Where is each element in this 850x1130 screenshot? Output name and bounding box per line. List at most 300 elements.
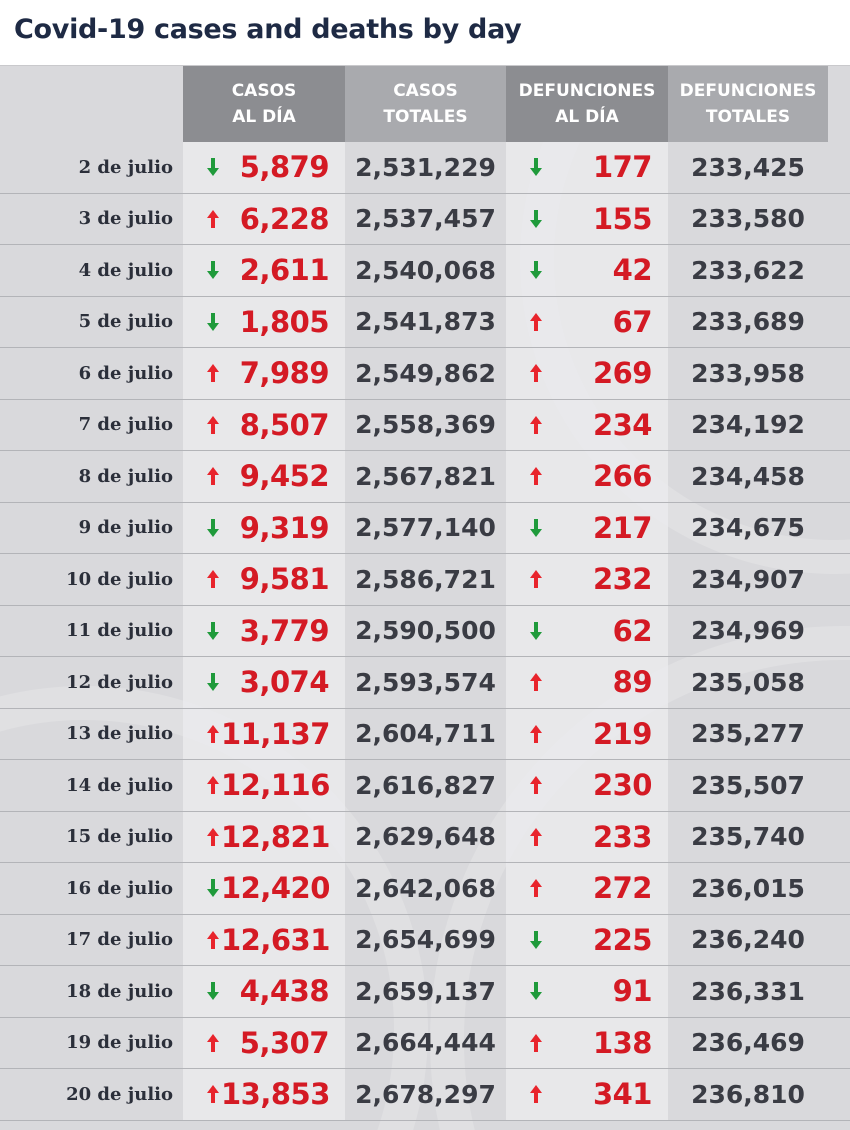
header-blank (828, 66, 850, 142)
casos-totales-cell (345, 245, 506, 297)
casos-totales-cell (345, 605, 506, 657)
date-cell: 20 de julio (0, 1069, 183, 1121)
arrow-down-icon (205, 980, 221, 1002)
defunciones-totales-cell (668, 605, 828, 657)
casos-al-dia-cell-content (183, 717, 345, 751)
casos-al-dia-value: 1,805 (239, 304, 329, 339)
casos-al-dia-value: 8,507 (239, 407, 329, 442)
defunciones-totales-value: 236,240 (691, 925, 805, 955)
arrow-up-icon (528, 774, 544, 796)
casos-al-dia-value: 4,438 (239, 974, 329, 1009)
defunciones-totales-cell (668, 502, 828, 554)
defunciones-al-dia-value: 234 (592, 407, 652, 442)
row-end-spacer (828, 914, 850, 966)
defunciones-al-dia-cell (506, 760, 668, 812)
date-cell: 7 de julio (0, 399, 183, 451)
table-row (0, 811, 850, 863)
defunciones-totales-cell (668, 193, 828, 245)
defunciones-totales-cell (668, 1017, 828, 1069)
arrow-up-icon (528, 671, 544, 693)
casos-al-dia-value: 2,611 (239, 253, 329, 288)
defunciones-al-dia-value: 62 (612, 613, 652, 648)
header-casos-totales (345, 66, 506, 142)
casos-totales-value: 2,549,862 (355, 358, 496, 388)
date-cell: 17 de julio (0, 914, 183, 966)
header-defunciones-totales (668, 66, 828, 142)
row-end-spacer (828, 399, 850, 451)
casos-totales-cell (345, 1069, 506, 1121)
casos-totales-value: 2,541,873 (355, 307, 496, 337)
casos-al-dia-cell-content (183, 768, 345, 802)
defunciones-totales-value: 234,675 (691, 513, 805, 543)
casos-totales-value: 2,659,137 (355, 976, 496, 1006)
defunciones-al-dia-cell (506, 245, 668, 297)
arrow-up-icon (205, 1032, 221, 1054)
date-cell: 4 de julio (0, 245, 183, 297)
table-panel (0, 66, 850, 1130)
arrow-down-icon (205, 156, 221, 178)
defunciones-totales-cell (668, 399, 828, 451)
defunciones-al-dia-cell (506, 1017, 668, 1069)
row-end-spacer (828, 811, 850, 863)
casos-al-dia-cell-content (183, 562, 345, 596)
defunciones-al-dia-value: 341 (592, 1077, 652, 1112)
casos-al-dia-cell-content (183, 974, 345, 1008)
defunciones-al-dia-cell-content (506, 717, 668, 751)
defunciones-totales-value: 233,622 (691, 255, 805, 285)
arrow-down-icon (528, 620, 544, 642)
arrow-down-icon (205, 671, 221, 693)
casos-al-dia-cell-content (183, 871, 345, 905)
casos-totales-value: 2,616,827 (355, 770, 496, 800)
date-cell: 14 de julio (0, 760, 183, 812)
defunciones-al-dia-value: 138 (592, 1025, 652, 1060)
arrow-down-icon (205, 517, 221, 539)
defunciones-al-dia-cell-content (506, 665, 668, 699)
arrow-up-icon (528, 877, 544, 899)
defunciones-al-dia-cell-content (506, 459, 668, 493)
defunciones-al-dia-cell (506, 399, 668, 451)
casos-al-dia-value: 5,879 (239, 150, 329, 185)
casos-totales-value: 2,531,229 (355, 152, 496, 182)
defunciones-totales-value: 233,580 (691, 204, 805, 234)
arrow-down-icon (205, 877, 221, 899)
row-end-spacer (828, 708, 850, 760)
defunciones-al-dia-cell-content (506, 408, 668, 442)
header-line: TOTALES (383, 107, 468, 127)
defunciones-al-dia-value: 266 (592, 459, 652, 494)
casos-al-dia-cell (183, 1017, 345, 1069)
casos-totales-value: 2,642,068 (355, 873, 496, 903)
casos-al-dia-cell (183, 863, 345, 915)
row-end-spacer (828, 451, 850, 503)
defunciones-al-dia-cell-content (506, 1077, 668, 1111)
casos-totales-value: 2,629,648 (355, 822, 496, 852)
casos-al-dia-value: 6,228 (239, 201, 329, 236)
arrow-down-icon (205, 620, 221, 642)
defunciones-totales-value: 234,458 (691, 461, 805, 491)
row-end-spacer (828, 502, 850, 554)
casos-al-dia-value: 11,137 (221, 716, 330, 751)
casos-al-dia-value: 3,779 (239, 613, 329, 648)
row-end-spacer (828, 657, 850, 709)
defunciones-al-dia-cell-content (506, 1026, 668, 1060)
defunciones-totales-cell (668, 554, 828, 606)
arrow-down-icon (528, 208, 544, 230)
casos-al-dia-cell-content (183, 202, 345, 236)
arrow-up-icon (528, 1032, 544, 1054)
casos-al-dia-cell-content (183, 408, 345, 442)
casos-al-dia-cell (183, 502, 345, 554)
defunciones-al-dia-cell (506, 863, 668, 915)
defunciones-al-dia-value: 230 (592, 768, 652, 803)
arrow-down-icon (528, 517, 544, 539)
defunciones-totales-cell (668, 1069, 828, 1121)
defunciones-al-dia-cell-content (506, 511, 668, 545)
casos-totales-cell (345, 708, 506, 760)
row-end-spacer (828, 193, 850, 245)
casos-al-dia-cell-content (183, 511, 345, 545)
date-cell: 2 de julio (0, 142, 183, 193)
arrow-up-icon (205, 465, 221, 487)
arrow-up-icon (205, 929, 221, 951)
defunciones-totales-cell (668, 142, 828, 193)
casos-totales-value: 2,678,297 (355, 1079, 496, 1109)
arrow-up-icon (205, 1083, 221, 1105)
table-row (0, 142, 850, 193)
casos-totales-value: 2,540,068 (355, 255, 496, 285)
casos-al-dia-value: 3,074 (239, 665, 329, 700)
casos-al-dia-cell-content (183, 665, 345, 699)
casos-al-dia-cell-content (183, 356, 345, 390)
arrow-down-icon (528, 980, 544, 1002)
header-line: TOTALES (705, 107, 791, 127)
row-end-spacer (828, 966, 850, 1018)
arrow-up-icon (528, 826, 544, 848)
defunciones-totales-value: 236,810 (691, 1079, 805, 1109)
casos-totales-value: 2,593,574 (355, 667, 496, 697)
defunciones-al-dia-value: 219 (592, 716, 652, 751)
header-row (0, 66, 850, 142)
casos-totales-cell (345, 296, 506, 348)
casos-al-dia-value: 13,853 (221, 1077, 330, 1112)
defunciones-al-dia-cell (506, 502, 668, 554)
date-cell: 19 de julio (0, 1017, 183, 1069)
defunciones-totales-value: 235,277 (691, 719, 805, 749)
arrow-up-icon (528, 465, 544, 487)
table-row (0, 348, 850, 400)
defunciones-al-dia-cell-content (506, 614, 668, 648)
casos-al-dia-value: 9,452 (239, 459, 329, 494)
casos-al-dia-value: 12,821 (221, 819, 330, 854)
date-cell: 6 de julio (0, 348, 183, 400)
arrow-down-icon (528, 929, 544, 951)
casos-al-dia-cell-content (183, 820, 345, 854)
date-cell: 5 de julio (0, 296, 183, 348)
arrow-up-icon (528, 311, 544, 333)
table-row (0, 760, 850, 812)
casos-totales-cell (345, 863, 506, 915)
date-cell: 9 de julio (0, 502, 183, 554)
defunciones-al-dia-cell (506, 554, 668, 606)
casos-totales-cell (345, 399, 506, 451)
casos-al-dia-cell (183, 399, 345, 451)
table-row (0, 657, 850, 709)
casos-totales-cell (345, 811, 506, 863)
defunciones-totales-cell (668, 245, 828, 297)
casos-al-dia-cell (183, 914, 345, 966)
casos-totales-cell (345, 966, 506, 1018)
header-line: DEFUNCIONES (679, 81, 817, 101)
table-row (0, 863, 850, 915)
date-cell: 12 de julio (0, 657, 183, 709)
chart-title: Covid-19 cases and deaths by day (14, 14, 522, 45)
defunciones-totales-cell (668, 914, 828, 966)
arrow-down-icon (205, 311, 221, 333)
defunciones-totales-cell (668, 451, 828, 503)
arrow-up-icon (528, 1083, 544, 1105)
defunciones-totales-value: 235,058 (691, 667, 805, 697)
arrow-up-icon (205, 414, 221, 436)
defunciones-al-dia-cell-content (506, 923, 668, 957)
defunciones-totales-cell (668, 657, 828, 709)
date-cell: 8 de julio (0, 451, 183, 503)
casos-totales-cell (345, 451, 506, 503)
row-end-spacer (828, 554, 850, 606)
defunciones-al-dia-value: 155 (592, 201, 652, 236)
casos-totales-value: 2,567,821 (355, 461, 496, 491)
defunciones-al-dia-cell (506, 811, 668, 863)
casos-totales-cell (345, 502, 506, 554)
date-cell: 11 de julio (0, 605, 183, 657)
casos-al-dia-value: 12,631 (221, 922, 330, 957)
defunciones-totales-value: 236,331 (691, 976, 805, 1006)
row-end-spacer (828, 760, 850, 812)
arrow-down-icon (528, 156, 544, 178)
defunciones-totales-value: 235,507 (691, 770, 805, 800)
defunciones-totales-cell (668, 811, 828, 863)
defunciones-al-dia-value: 217 (592, 510, 652, 545)
table-row (0, 451, 850, 503)
defunciones-al-dia-cell-content (506, 356, 668, 390)
arrow-down-icon (528, 259, 544, 281)
defunciones-al-dia-value: 42 (612, 253, 652, 288)
table-row (0, 554, 850, 606)
casos-al-dia-cell (183, 708, 345, 760)
date-cell: 3 de julio (0, 193, 183, 245)
date-cell: 18 de julio (0, 966, 183, 1018)
table-row (0, 193, 850, 245)
casos-totales-value: 2,586,721 (355, 564, 496, 594)
table-row (0, 1017, 850, 1069)
defunciones-al-dia-cell (506, 605, 668, 657)
casos-totales-value: 2,654,699 (355, 925, 496, 955)
arrow-up-icon (205, 208, 221, 230)
casos-al-dia-value: 9,581 (239, 562, 329, 597)
casos-totales-value: 2,577,140 (355, 513, 496, 543)
defunciones-al-dia-value: 89 (612, 665, 652, 700)
defunciones-al-dia-cell (506, 142, 668, 193)
date-cell: 16 de julio (0, 863, 183, 915)
casos-al-dia-cell (183, 142, 345, 193)
casos-al-dia-cell-content (183, 614, 345, 648)
casos-al-dia-cell-content (183, 923, 345, 957)
defunciones-al-dia-cell (506, 1069, 668, 1121)
arrow-up-icon (528, 723, 544, 745)
defunciones-al-dia-cell (506, 348, 668, 400)
defunciones-al-dia-cell (506, 193, 668, 245)
arrow-up-icon (205, 774, 221, 796)
casos-al-dia-cell-content (183, 459, 345, 493)
casos-al-dia-value: 12,116 (221, 768, 330, 803)
casos-totales-value: 2,604,711 (355, 719, 496, 749)
casos-totales-cell (345, 914, 506, 966)
table-row (0, 1069, 850, 1121)
casos-al-dia-cell (183, 605, 345, 657)
defunciones-al-dia-cell-content (506, 768, 668, 802)
defunciones-totales-cell (668, 296, 828, 348)
defunciones-totales-cell (668, 863, 828, 915)
table-row (0, 245, 850, 297)
casos-al-dia-value: 9,319 (239, 510, 329, 545)
casos-al-dia-value: 12,420 (221, 871, 330, 906)
header-defunciones-al-dia (506, 66, 668, 142)
row-end-spacer (828, 1069, 850, 1121)
defunciones-al-dia-cell-content (506, 253, 668, 287)
defunciones-al-dia-cell (506, 657, 668, 709)
casos-totales-cell (345, 1017, 506, 1069)
row-end-spacer (828, 863, 850, 915)
covid-table (0, 66, 850, 1121)
table-row (0, 296, 850, 348)
defunciones-totales-value: 236,015 (691, 873, 805, 903)
defunciones-totales-value: 233,958 (691, 358, 805, 388)
table-row (0, 605, 850, 657)
casos-al-dia-cell (183, 296, 345, 348)
row-end-spacer (828, 605, 850, 657)
row-end-spacer (828, 1017, 850, 1069)
row-end-spacer (828, 348, 850, 400)
defunciones-al-dia-cell-content (506, 820, 668, 854)
arrow-up-icon (528, 362, 544, 384)
casos-al-dia-cell (183, 811, 345, 863)
casos-al-dia-cell-content (183, 305, 345, 339)
header-line: AL DÍA (232, 107, 296, 127)
casos-al-dia-cell (183, 966, 345, 1018)
defunciones-totales-value: 236,469 (691, 1028, 805, 1058)
casos-totales-cell (345, 142, 506, 193)
defunciones-al-dia-cell (506, 296, 668, 348)
casos-al-dia-cell (183, 657, 345, 709)
arrow-up-icon (528, 414, 544, 436)
header-line: CASOS (393, 81, 458, 101)
title-bar (0, 0, 850, 66)
row-end-spacer (828, 245, 850, 297)
date-cell: 10 de julio (0, 554, 183, 606)
defunciones-al-dia-value: 269 (592, 356, 652, 391)
defunciones-al-dia-cell (506, 966, 668, 1018)
defunciones-al-dia-value: 91 (612, 974, 652, 1009)
row-end-spacer (828, 296, 850, 348)
table-row (0, 399, 850, 451)
arrow-down-icon (205, 259, 221, 281)
header-line: CASOS (231, 81, 297, 101)
header-line: AL DÍA (555, 107, 619, 127)
casos-al-dia-value: 7,989 (239, 356, 329, 391)
defunciones-al-dia-cell (506, 451, 668, 503)
defunciones-totales-value: 234,907 (691, 564, 805, 594)
casos-al-dia-cell-content (183, 150, 345, 184)
casos-al-dia-cell (183, 554, 345, 606)
casos-al-dia-cell-content (183, 253, 345, 287)
defunciones-totales-cell (668, 348, 828, 400)
casos-al-dia-cell (183, 760, 345, 812)
defunciones-totales-value: 233,689 (691, 307, 805, 337)
defunciones-totales-value: 235,740 (691, 822, 805, 852)
casos-totales-value: 2,558,369 (355, 410, 496, 440)
table-row (0, 708, 850, 760)
defunciones-al-dia-value: 233 (592, 819, 652, 854)
casos-totales-value: 2,537,457 (355, 204, 496, 234)
table-row (0, 966, 850, 1018)
arrow-up-icon (205, 362, 221, 384)
header-line: DEFUNCIONES (518, 81, 656, 101)
casos-totales-cell (345, 348, 506, 400)
defunciones-al-dia-value: 225 (592, 922, 652, 957)
table-body (0, 142, 850, 1120)
casos-totales-cell (345, 554, 506, 606)
defunciones-al-dia-cell (506, 914, 668, 966)
arrow-up-icon (528, 568, 544, 590)
defunciones-totales-value: 234,192 (691, 410, 805, 440)
defunciones-al-dia-cell-content (506, 305, 668, 339)
casos-al-dia-value: 5,307 (239, 1025, 329, 1060)
date-cell: 13 de julio (0, 708, 183, 760)
date-cell: 15 de julio (0, 811, 183, 863)
defunciones-al-dia-value: 177 (592, 150, 652, 185)
casos-al-dia-cell-content (183, 1026, 345, 1060)
defunciones-al-dia-cell-content (506, 150, 668, 184)
defunciones-al-dia-cell-content (506, 562, 668, 596)
casos-al-dia-cell (183, 245, 345, 297)
casos-al-dia-cell (183, 1069, 345, 1121)
table-row (0, 914, 850, 966)
casos-al-dia-cell (183, 193, 345, 245)
defunciones-al-dia-value: 272 (592, 871, 652, 906)
defunciones-totales-value: 234,969 (691, 616, 805, 646)
casos-al-dia-cell-content (183, 1077, 345, 1111)
casos-al-dia-cell (183, 451, 345, 503)
defunciones-totales-cell (668, 708, 828, 760)
casos-totales-cell (345, 657, 506, 709)
defunciones-al-dia-cell-content (506, 974, 668, 1008)
defunciones-al-dia-cell-content (506, 202, 668, 236)
header-casos-al-dia (183, 66, 345, 142)
defunciones-al-dia-value: 67 (612, 304, 652, 339)
header-blank (0, 66, 183, 142)
table-row (0, 502, 850, 554)
defunciones-al-dia-value: 232 (592, 562, 652, 597)
defunciones-totales-cell (668, 966, 828, 1018)
casos-totales-value: 2,590,500 (355, 616, 496, 646)
defunciones-totales-cell (668, 760, 828, 812)
casos-totales-cell (345, 193, 506, 245)
casos-al-dia-cell (183, 348, 345, 400)
arrow-up-icon (205, 568, 221, 590)
arrow-up-icon (205, 723, 221, 745)
arrow-up-icon (205, 826, 221, 848)
casos-totales-cell (345, 760, 506, 812)
